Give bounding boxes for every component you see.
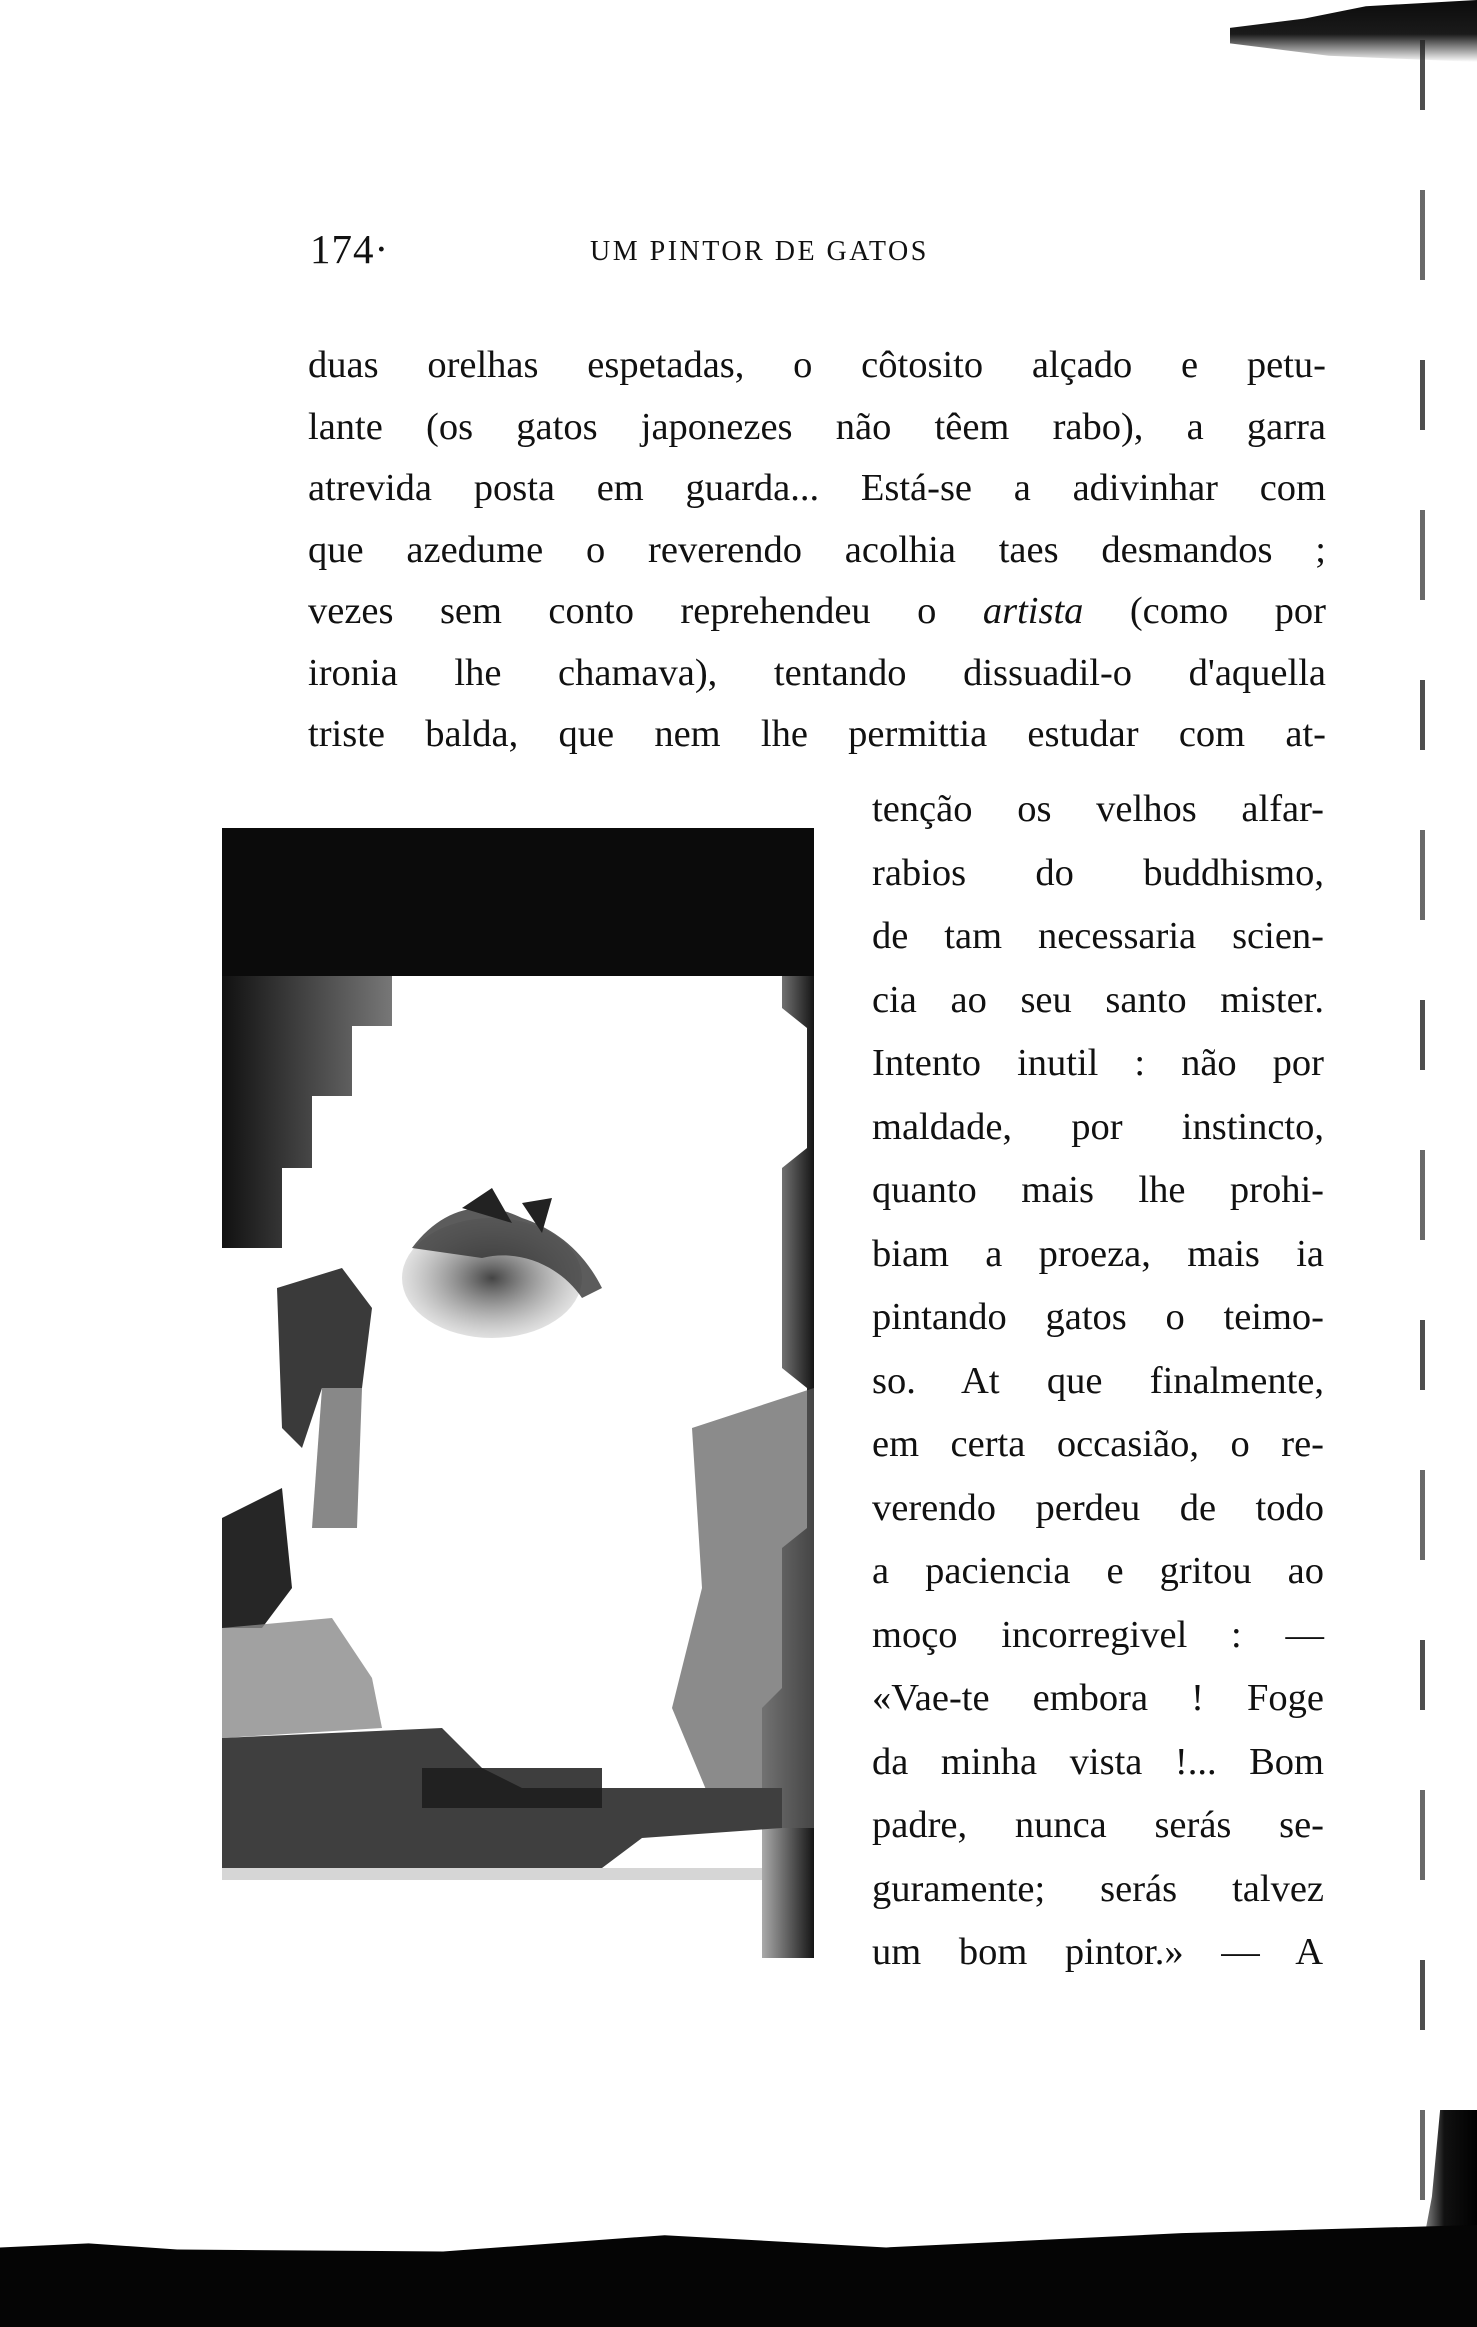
column-line: tenção os velhos alfar- bbox=[872, 788, 1324, 830]
scan-shadow-top bbox=[1230, 0, 1477, 62]
page-number: 174· bbox=[310, 226, 390, 272]
scan-edge-right bbox=[1420, 40, 1425, 2230]
column-line: de tam necessaria scien- bbox=[872, 915, 1324, 957]
column-line: biam a proeza, mais ia bbox=[872, 1232, 1324, 1275]
column-line: a paciencia e gritou ao bbox=[872, 1550, 1324, 1592]
column-line: verendo perdeu de todo bbox=[872, 1486, 1324, 1529]
text-line: ironia lhe chamava), tentando dissuadil-o d'aquella bbox=[308, 651, 1326, 694]
column-line: rabios do buddhismo, bbox=[872, 851, 1324, 894]
column-line: pintando gatos o teimo- bbox=[872, 1296, 1324, 1338]
text-line-with-emphasis bbox=[308, 581, 1326, 643]
column-line: quanto mais lhe prohi- bbox=[872, 1169, 1324, 1211]
running-title: UM PINTOR DE GATOS bbox=[590, 236, 929, 267]
column-line: Intento inutil : não por bbox=[872, 1042, 1324, 1084]
column-line: da minha vista !... Bom bbox=[872, 1740, 1324, 1783]
column-line: moço incorregivel : — bbox=[872, 1613, 1324, 1656]
column-line: padre, nunca serás se- bbox=[872, 1804, 1324, 1846]
text-line: triste balda, que nem lhe permittia estudar com at- bbox=[308, 713, 1326, 755]
column-line: maldade, por instincto, bbox=[872, 1105, 1324, 1148]
illustration-image bbox=[222, 828, 814, 1958]
text-line: atrevida posta em guarda... Está-se a adivinhar com bbox=[308, 467, 1326, 509]
text-line: duas orelhas espetadas, o côtosito alçado e petu- bbox=[308, 344, 1326, 386]
column-line: «Vae-te embora ! Foge bbox=[872, 1677, 1324, 1719]
scan-shadow-bottom bbox=[0, 2225, 1477, 2327]
body-text-column bbox=[872, 778, 1324, 1985]
column-line: cia ao seu santo mister. bbox=[872, 978, 1324, 1021]
text-fragment: (como por bbox=[1083, 590, 1326, 632]
text-line: lante (os gatos japonezes não têem rabo), a garra bbox=[308, 405, 1326, 448]
column-line: em certa occasião, o re- bbox=[872, 1423, 1324, 1465]
body-text-full-width bbox=[308, 335, 1326, 766]
column-line-last: um bom pintor.» — A bbox=[872, 1931, 1324, 1973]
illustration-photo bbox=[222, 828, 814, 1958]
column-line: so. At que finalmente, bbox=[872, 1359, 1324, 1402]
column-line: guramente; serás talvez bbox=[872, 1867, 1324, 1910]
text-line: que azedume o reverendo acolhia taes desmandos ; bbox=[308, 528, 1326, 571]
text-fragment: vezes sem conto reprehendeu o bbox=[308, 590, 983, 632]
emphasis-word: artista bbox=[982, 590, 1084, 632]
